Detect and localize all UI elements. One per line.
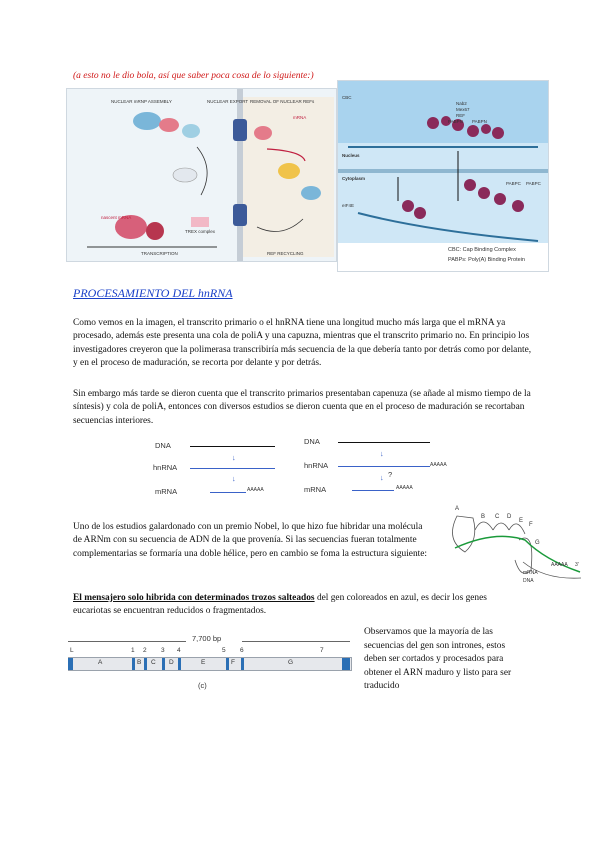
hnrna-label-left: hnRNA	[153, 463, 178, 472]
hnrna-line-left	[190, 468, 275, 469]
intron-f: F	[231, 659, 235, 666]
label-transcription: TRANSCRIPTION	[141, 251, 178, 256]
label-nab2: Nab2	[456, 101, 467, 106]
mrna-label-right: mRNA	[304, 485, 327, 494]
legend-cbc: CBC: Cap Binding Complex	[448, 247, 516, 253]
label-recycling: REF RECYCLING	[267, 251, 304, 256]
intron-c: C	[151, 659, 156, 666]
hnrna-line-right	[338, 466, 430, 467]
label-pabpc-2: PABPC	[526, 181, 541, 186]
transcript-diagram-right	[302, 437, 452, 499]
section-heading: PROCESAMIENTO DEL hnRNA	[73, 286, 233, 300]
dna-label-right: DNA	[304, 437, 320, 446]
paragraph-3: Uno de los estudios galardonado con un premio Nobel, lo que hizo fue hibridar una molécula de ARNm con su secuencia de ADN de la que provenía. Si las secuencias fueran totalmente complementarias se formaría una doble hélice, pero en cambio se foma la estructura siguiente:	[73, 522, 428, 559]
hybrid-label-g: G	[535, 540, 540, 546]
gene-bar	[68, 657, 352, 671]
gene-map-caption: (c)	[198, 681, 207, 690]
exon-number-1: 1	[131, 647, 135, 654]
arrow-down-icon: ↓	[380, 473, 384, 482]
label-assembly: NUCLEAR mRNP ASSEMBLY	[111, 99, 172, 104]
polya-tail-right: AAAAA	[430, 462, 447, 468]
arrow-down-icon: ↓	[232, 474, 236, 483]
exon-number-7: 7	[320, 647, 324, 654]
mrna-line-right	[352, 490, 394, 491]
cbc-diagram	[338, 81, 548, 271]
gene-map	[66, 633, 352, 695]
hybrid-figure	[435, 500, 585, 590]
label-mex67: Mex67	[456, 107, 470, 112]
dna-label-left: DNA	[155, 441, 171, 450]
exon-6	[241, 658, 244, 670]
paragraph-1: Como vemos en la imagen, el transcrito primario o el hnRNA tiene una longitud mucho más larga que el mRNA ya procesado, además este presenta una cola de poliA y una capuzna, mientras que el transcrito primario no. En principio los investigadores creyeron que la polimerasa transcribiría más secuencia de la que debería tanto por detrás como por delante, y en el proceso de maduración, se recorta por delante y por detrás.	[73, 318, 532, 368]
label-removal: REMOVAL OF NUCLEAR REFs	[250, 99, 315, 104]
polya-tail-right-2: AAAAA	[396, 485, 413, 491]
hybrid-label-c: C	[495, 514, 500, 520]
polya-tail-left: AAAAA	[247, 487, 264, 493]
hybrid-label-mrna: mRNA	[523, 570, 538, 576]
intron-d: D	[169, 659, 174, 666]
hybrid-label-a: A	[455, 506, 460, 512]
intron-e: E	[201, 659, 206, 666]
hybrid-label-b: B	[481, 514, 486, 520]
paragraph-4-rest: del gen coloreados en azul, es decir los genes eucariotas se encuentran reducidos o fragmentados.	[73, 593, 487, 617]
label-trex: TREX complex	[185, 229, 216, 234]
exon-3	[162, 658, 165, 670]
cbc-figure	[337, 80, 549, 272]
exon-number-5: 5	[222, 647, 226, 654]
intron-g: G	[288, 659, 294, 666]
mrna-line-left	[210, 492, 246, 493]
dna-line-right	[338, 442, 430, 443]
paragraph-4	[73, 592, 513, 619]
label-mrna: mRNA	[293, 115, 307, 120]
hybrid-label-dna: DNA	[523, 578, 534, 584]
intron-a: A	[98, 659, 103, 666]
transcript-diagram-left	[150, 441, 280, 501]
exon-number-6: 6	[240, 647, 244, 654]
legend-pabp: PABPs: Poly(A) Binding Protein	[448, 257, 525, 263]
exon-2	[144, 658, 147, 670]
label-ref: REF	[456, 113, 465, 118]
hnrna-label-right: hnRNA	[304, 461, 329, 470]
label-nascent: nascent mRNA	[101, 215, 132, 220]
length-label: 7,700 bp	[192, 634, 222, 643]
exon-l	[68, 658, 73, 670]
exon-number-4: 4	[177, 647, 181, 654]
label-nucleus: Nucleus	[342, 153, 360, 158]
paragraph-5: Observamos que la mayoría de las secuencias del gen son intrones, estos deben ser cortados y procesados para obtener el ARN maduro y listo para ser traducido	[364, 627, 512, 692]
exon-4	[178, 658, 181, 670]
exon-1	[132, 658, 135, 670]
exon-5	[226, 658, 229, 670]
label-eif4e: eIF4E	[342, 203, 355, 208]
hybrid-label-f: F	[529, 522, 533, 528]
mrna-label-left: mRNA	[155, 487, 178, 496]
dna-line-left	[190, 446, 275, 447]
paragraph-4-emphasis: El mensajero solo hibrida con determinados trozos salteados	[73, 593, 315, 603]
mrnp-figure	[66, 88, 337, 262]
arrow-down-icon: ↓	[380, 449, 384, 458]
hybrid-label-3prime: 3'	[575, 562, 579, 568]
exon-number-l: L	[70, 647, 74, 654]
hybrid-label-e: E	[519, 518, 524, 524]
question-mark: ?	[388, 470, 393, 479]
label-export: NUCLEAR EXPORT	[207, 99, 249, 104]
exon-7	[342, 658, 350, 670]
side-note: (a esto no le dio bola, así que saber poca cosa de lo siguiente:)	[73, 71, 314, 81]
exon-number-2: 2	[143, 647, 147, 654]
label-pabpc-1: PABPC	[506, 181, 521, 186]
paragraph-2: Sin embargo más tarde se dieron cuenta que el transcrito primarios presentaban capenuza (se añade al mismo tiempo de la síntesis) y cola de poliA, entonces con diversos estudios se dieron cuenta que en el proceso de maduración se recortaban secuencias interiores.	[73, 389, 531, 426]
hybrid-label-d: D	[507, 514, 512, 520]
label-cbc: CBC	[342, 95, 352, 100]
intron-b: B	[137, 659, 142, 666]
exon-number-3: 3	[161, 647, 165, 654]
arrow-down-icon: ↓	[232, 453, 236, 462]
label-pabpn-1: PABPN	[448, 119, 463, 124]
label-cytoplasm: Cytoplasm	[342, 176, 366, 181]
hybrid-label-polya: AAAAA	[551, 562, 568, 568]
label-pabpn-2: PABPN	[472, 119, 487, 124]
